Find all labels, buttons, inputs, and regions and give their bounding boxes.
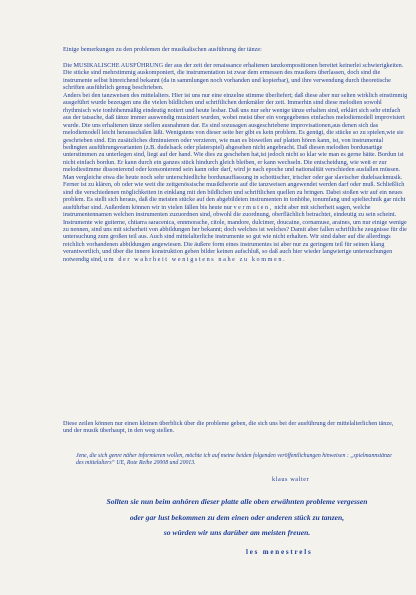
group-signature: les menestrels (246, 548, 313, 556)
spaced-word-vermuten: vermuten, (233, 203, 273, 211)
paragraph-mittelalter: Anders bei den tanzweisen des mittelalters. Hier ist uns nur eine einzelne stimme überliefert; daß diese aber nur selten wirklich einstimmig ausgeführt wurde bezeugen uns die vielen bildlichen und schriftlichen denkmäler der zeit. Immerhin sind diese melodien sowohl rhythmisch wie tonhöhenmäßig eindeutig notiert und heute lesbar. Daß uns nur sehr wenige tänze erhalten sind, erklärt sich sehr einfach aus der tatsache, daß tänze immer auswendig musiziert wurden, wobei meist über ein vorgegebenes einfaches melodiemodell improvisiert wurde. Die uns erhaltenen tänze stellen ausnahmen dar. Es sind sozusagen ausgeschriebene improvisationen,aus denen sich das melodiemodell leicht herausschälen läßt. Wenigstens von dieser seite her gibt es kein problem. Es genügt, die stücke so zu spielen,wie sie geschrieben sind. Ein zusätzliches diminuieren oder verzieren, wie man es bisweilen auf platten hören kann, ist, von instrumental bedingten ausführungsvarianten (z.B. dudelsack oder platerspiel) abgesehen nicht angebracht. Daß diesen melodien bordunartige unterstimmen zu unterlegen sind, liegt auf der hand. Wie dies zu geschehen hat,ist jedoch nicht so klar wie man es gerne hätte. Bordun ist nicht einfach bordun. Er kann durch ein ganzes stück hindurch gleich bleiben, er kann wechseln. Die entscheidung, wie weit er zur melodiestimme dissonierend oder konsonierend sein kann oder darf, wird je nach epoche und nationalität verschieden ausfallen müssen. Man vergleiche etwa die heute noch sehr unterschiedliche bordunauffassung in schottischer, irischer oder gar slavischer dudelsackmusik. Ferner ist zu klären, ob oder wie weit die zeitgenössische musiktheorie auf die tanzweisen angewendet werden darf oder muß. Schließlich sind die verschiedenen möglichkeiten in einklang mit den bildlichen und schriftlichen quellen zu bringen. Dabei stoßen wir auf ein neues problem. Es stellt sich heraus, daß die meisten stücke auf den abgebildeten instrumenten in tonhöhe, tonumfang und spieltechnik gar nicht ausführbar sind. Außerdem können wir in vielen fällen bis heute nur (63, 91, 408, 211)
closing-paragraph: Diese zeilen können nur einen kleinen überblick über die probleme geben, die sich uns bei der ausführung der mittelalterlichen tänze, und der musik überhaupt, in den weg stellen. (63, 420, 394, 435)
main-text (63, 62, 409, 263)
quote-line: Sollten sie nun beim anhören dieser platte alle oben erwähnten probleme vergessen (106, 497, 368, 506)
spaced-closing-phrase: um der wahrheit wenigstens nahe zu kommen. (104, 255, 287, 263)
quote-line: oder gar lust bekommen zu dem einen oder anderen stück zu tanzen, (129, 512, 345, 522)
closing-quote (92, 494, 382, 541)
intro-heading: Einige bemerkungen zu den problemen der musikalischen ausführung der tänze: (63, 46, 262, 53)
author-signature: klaus walter (272, 476, 310, 483)
quote-line: so würden wir uns darüber am meisten freuen. (163, 528, 311, 537)
reference-note: Jene, die sich genre näher informieren wollen, möchte ich auf meine beiden folgenden veröffentlichungen hinweisen : „spielmannstänze des mittelalters“ UE, Rote Reihe 20008 und 20013. (76, 453, 392, 466)
paragraph-renaissance: Die MUSIKALISCHE AUSFÜHRUNG der aus der zeit der renaissance erhaltenen tanzkompositionen bereitet keinerlei schwierigkeiten. Die stücke sind mehrstimmig auskomponiert, die instrumentation ist zwar dem ermessen des musikers überlassen, doch sind die instrumente selbst hinreichend bekannt (da in sammlungen noch vorhanden und kopierbar), und ihre verwendung durch theoretische schriften ausführlich genug beschrieben. (63, 62, 404, 92)
paragraph-instruments: nicht aber mit sicherheit sagen, welche instrumentennamen welchen instrumenten zuzuordnen sind, obwohl die zuordnung, oberflächlich betrachtet, eindeutig zu sein scheint. Instrumente wie guiterne, chitarra saracenica, ennmorache, citole, mandore, dulcimer, doucaine, cornamuse, araines, um nur einige wenige zu nennen, sind uns mit sicherheit von abbildungen her bekannt; doch welches ist welches? Damit aber fallen schriftliche zeugnisse für die untersuchung zum großen teil aus. Auch sind mittelalterliche instrumente so gut wie nicht erhalten. Wir sind daher auf die allerdings reichlich vorhandenen abbildungen angewiesen. Die äußere form eines instrumentes ist aber nur zu geringem teil für seinen klang verantwortlich, und über die innere konstruktion geben bilder keinen aufschluß, so daß auch hier wieder langwierige untersuchungen notwendig sind, (63, 203, 407, 263)
